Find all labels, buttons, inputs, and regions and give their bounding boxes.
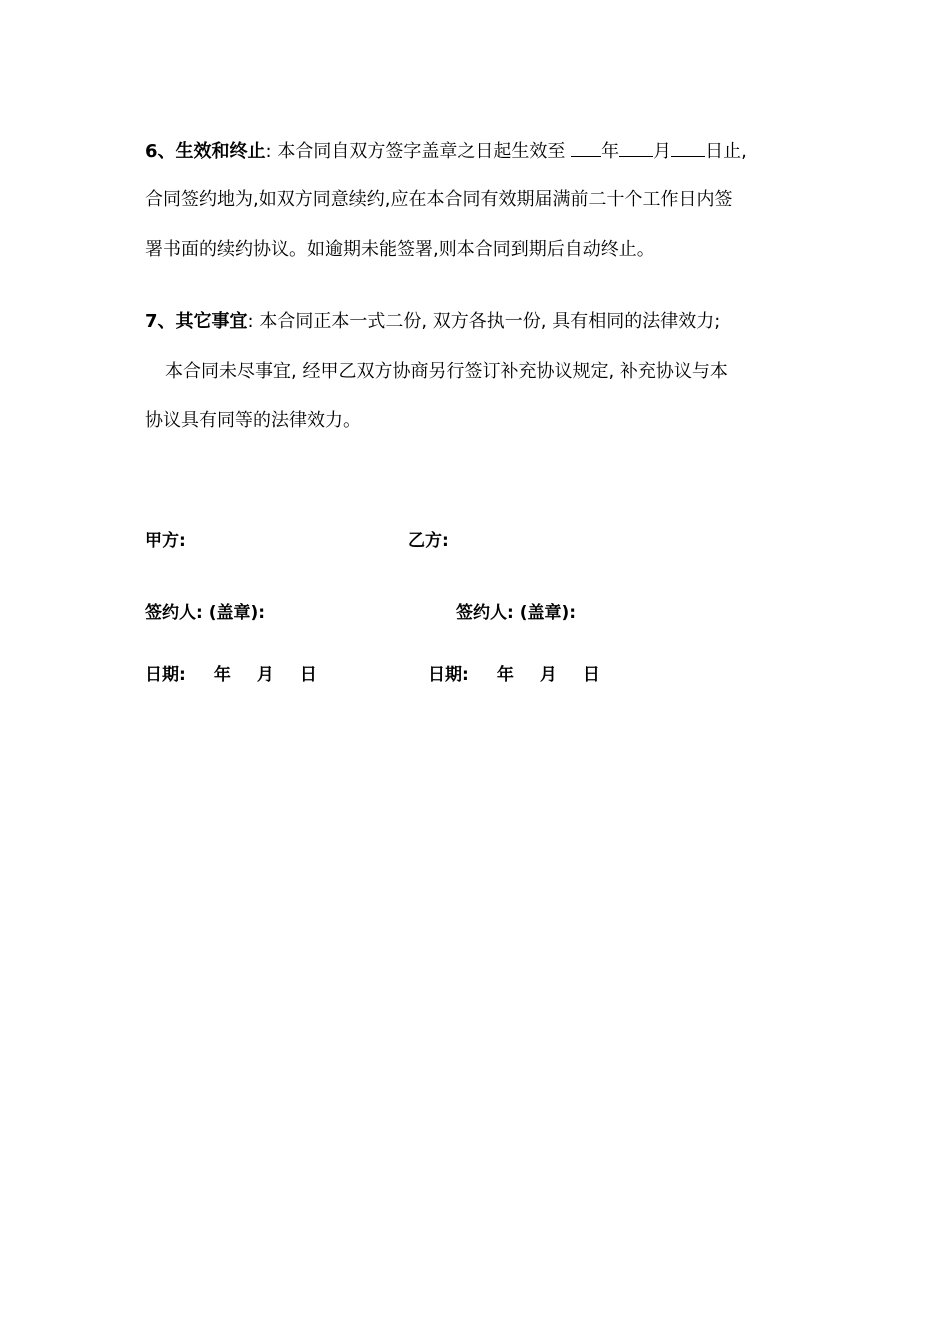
party-b-date-day: 日 [582,665,600,685]
party-a-date-month: 月 [256,665,274,685]
party-b-date [428,663,600,687]
party-a-date-label: 日期: [145,665,186,685]
party-b-date-year: 年 [496,665,514,685]
party-a-date-day: 日 [299,665,317,685]
blank-day-field[interactable] [671,138,705,157]
clause-7-line-1 [145,310,720,334]
clause-7-heading: 7、其它事宜 [145,311,248,332]
party-b-date-label: 日期: [428,665,469,685]
blank-month-field[interactable] [619,138,653,157]
clause-6-line-3: 署书面的续约协议。如逾期未能签署,则本合同到期后自动终止。 [145,239,655,260]
clause-6-text-b: 日止, [705,141,747,162]
party-b-date-month: 月 [539,665,557,685]
clause-7-colon: : [247,311,254,332]
party-b-label: 乙方: [408,531,449,551]
clause-6-year: 年 [601,141,620,162]
party-a-date [145,663,317,687]
clause-6-month: 月 [653,141,672,162]
clause-6-colon: : [265,141,272,162]
party-a-signer-label: 签约人: (盖章): [145,603,266,623]
clause-6-heading: 6、生效和终止 [145,141,266,162]
party-a-label: 甲方: [145,531,186,551]
clause-6-line-1 [145,138,747,164]
clause-7-text: 本合同正本一式二份, 双方各执一份, 具有相同的法律效力; [259,311,721,332]
blank-year-field[interactable] [571,138,601,157]
clause-7-line-3: 协议具有同等的法律效力。 [145,410,361,431]
party-a-date-year: 年 [213,665,231,685]
clause-6-line-2: 合同签约地为,如双方同意续约,应在本合同有效期届满前二十个工作日内签 [145,189,733,210]
clause-6-text-a: 本合同自双方签字盖章之日起生效至 [277,141,566,162]
clause-7-line-2: 本合同未尽事宜, 经甲乙双方协商另行签订补充协议规定, 补充协议与本 [165,361,728,382]
party-b-signer-label: 签约人: (盖章): [456,603,577,623]
